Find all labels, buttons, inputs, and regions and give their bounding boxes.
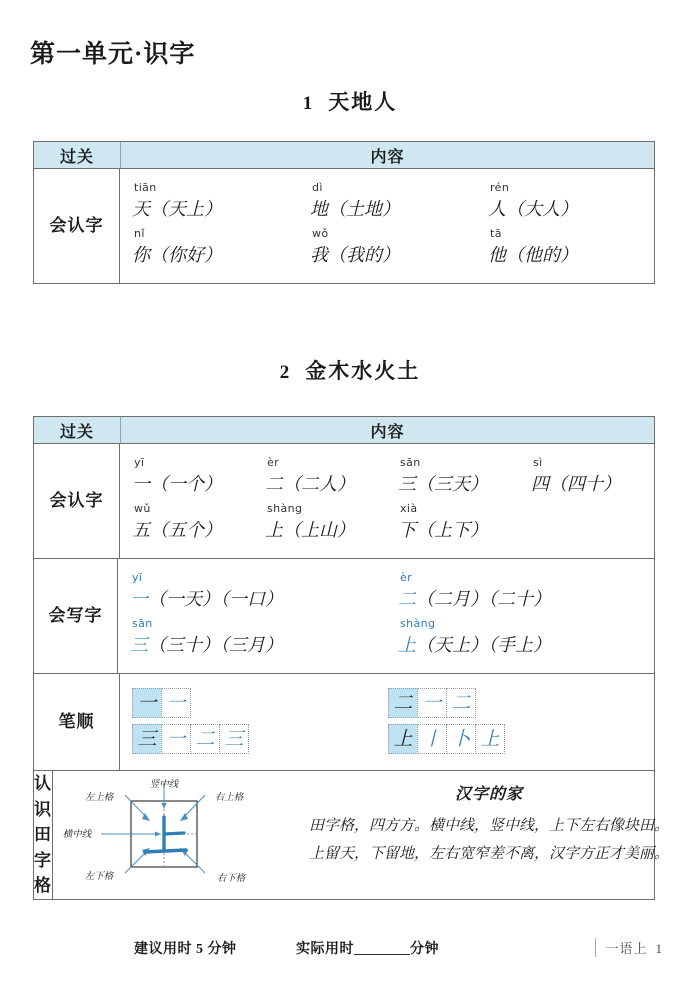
label-bottom-left-cell: 左下格 xyxy=(84,872,114,882)
character-line xyxy=(118,617,654,657)
stroke-order-group xyxy=(132,688,376,718)
hanzi xyxy=(132,195,298,221)
hanzi-key-character: 他 xyxy=(488,245,506,265)
lesson2-title xyxy=(0,355,688,385)
stroke-order-cell-step xyxy=(446,724,476,754)
hanzi-example-words: （五个） xyxy=(150,520,222,540)
character-item xyxy=(386,617,654,657)
stroke-order-step-glyph: 上 xyxy=(480,728,500,750)
row-label-recognize: 会认字 xyxy=(34,444,120,558)
pinyin: èr xyxy=(267,456,280,469)
row-label-tianzige-line2: 字格 xyxy=(34,850,52,895)
stroke-order-step-glyph: 卜 xyxy=(451,728,471,750)
table-row xyxy=(34,444,654,559)
hanzi xyxy=(398,631,654,657)
stroke-order-step-glyph: 二 xyxy=(195,728,215,750)
actual-time-input-blank[interactable] xyxy=(354,954,410,955)
hanzi xyxy=(398,516,519,542)
lesson2-name: 金木水火土 xyxy=(305,359,421,383)
hanzi xyxy=(130,585,386,611)
stroke-order-line xyxy=(120,688,654,718)
pinyin: tā xyxy=(490,227,502,240)
book-label: 一语上 xyxy=(605,941,648,956)
label-top-left-cell: 左上格 xyxy=(84,793,114,803)
hanzi-example-words: （天上）（手上） xyxy=(416,635,551,655)
table-header-row xyxy=(34,142,654,169)
pinyin: sān xyxy=(132,617,153,630)
hanzi-key-character: 四 xyxy=(531,474,549,494)
label-bottom-right-cell: 右下格 xyxy=(216,874,246,883)
table-row xyxy=(34,169,654,283)
stroke-order-cell-complete xyxy=(132,724,162,754)
character-item xyxy=(386,502,519,542)
hanzi-key-character: 上 xyxy=(398,635,416,655)
hanzi-key-character: 你 xyxy=(132,245,150,265)
row-content-recognize xyxy=(120,169,654,283)
character-item xyxy=(120,502,253,542)
stroke-order-line xyxy=(120,724,654,754)
character-item xyxy=(298,227,476,267)
stroke-order-cell-step xyxy=(417,688,447,718)
stroke-order-cell-complete xyxy=(388,688,418,718)
hanzi xyxy=(132,470,253,496)
unit-title: 第一单元·识字 xyxy=(30,41,196,68)
stroke-order-group xyxy=(388,688,475,718)
hanzi-key-character: 五 xyxy=(132,520,150,540)
hanzi-key-character: 人 xyxy=(488,199,506,219)
hanzi xyxy=(310,195,476,221)
row-label-tianzige-line1: 认识田 xyxy=(34,774,52,844)
lesson2-number: 2 xyxy=(279,362,292,383)
tianzige-diagram xyxy=(53,775,309,883)
pinyin: èr xyxy=(400,571,413,584)
hanzi-example-words: （大人） xyxy=(506,199,578,219)
character-line xyxy=(118,571,654,611)
hanzi xyxy=(265,470,386,496)
actual-time xyxy=(296,938,439,958)
stroke-order-step-glyph: 二 xyxy=(451,692,471,714)
pinyin: nǐ xyxy=(134,227,145,240)
poem-block xyxy=(309,775,679,893)
character-line xyxy=(120,227,654,267)
hanzi-example-words: （一个） xyxy=(150,474,222,494)
hanzi xyxy=(398,470,519,496)
stroke-order-step-glyph: 一 xyxy=(166,728,186,750)
stroke-order-cell-step xyxy=(475,724,505,754)
label-vertical-center-line: 竖中线 xyxy=(149,780,179,790)
suggested-time: 建议用时 5 分钟 xyxy=(134,942,237,957)
hanzi-example-words: （你好） xyxy=(150,245,222,265)
hanzi-example-words: （四十） xyxy=(549,474,621,494)
table-row xyxy=(34,674,654,771)
row-content-write xyxy=(118,559,654,673)
hanzi-key-character: 天 xyxy=(132,199,150,219)
stroke-order-cell-step xyxy=(190,724,220,754)
stroke-order-cell-step xyxy=(417,724,447,754)
character-item xyxy=(476,227,654,267)
character-item xyxy=(298,181,476,221)
hanzi-example-words: （上下） xyxy=(416,520,488,540)
pinyin: shàng xyxy=(400,617,436,630)
character-item xyxy=(386,456,519,496)
stroke-order-character: 二 xyxy=(393,692,413,714)
poem-line: 上留天，下留地，左右宽窄差不离，汉字方正才美丽。 xyxy=(309,845,670,862)
character-item xyxy=(253,456,386,496)
poem-line: 田字格，四方方。横中线，竖中线，上下左右像块田。 xyxy=(309,818,670,834)
character-item xyxy=(118,617,386,657)
row-content-stroke-order xyxy=(120,674,654,770)
character-line xyxy=(120,181,654,221)
hanzi-example-words: （二人） xyxy=(283,474,355,494)
character-item xyxy=(476,181,654,221)
character-line xyxy=(120,502,654,542)
hanzi xyxy=(488,195,654,221)
actual-time-suffix: 分钟 xyxy=(410,942,439,957)
row-content-tianzige xyxy=(53,771,679,899)
stroke-order-cell-step xyxy=(161,724,191,754)
character-item xyxy=(118,571,386,611)
poem-title: 汉字的家 xyxy=(455,786,524,803)
tianzige-svg xyxy=(53,775,309,883)
actual-time-prefix: 实际用时 xyxy=(296,942,354,957)
table-header-row xyxy=(34,417,654,444)
stroke-order-cell-complete xyxy=(132,688,162,718)
stroke-order-character: 三 xyxy=(137,728,157,750)
hanzi-key-character: 三 xyxy=(130,635,148,655)
row-content-recognize xyxy=(120,444,654,558)
row-label-stroke-order: 笔顺 xyxy=(34,674,120,770)
hanzi-key-character: 一 xyxy=(130,589,148,609)
row-label-tianzige xyxy=(34,771,53,899)
pinyin: tiān xyxy=(134,181,157,194)
hanzi-example-words: （一天）（一口） xyxy=(148,589,283,609)
hanzi xyxy=(310,241,476,267)
lesson1-name: 天地人 xyxy=(328,90,398,114)
header-pass: 过关 xyxy=(34,417,121,443)
pinyin: shàng xyxy=(267,502,303,515)
hanzi xyxy=(531,470,652,496)
stroke-order-left-slot xyxy=(120,688,376,718)
pinyin: yī xyxy=(132,571,143,584)
hanzi-key-character: 二 xyxy=(265,474,283,494)
pinyin: dì xyxy=(312,181,323,194)
character-item xyxy=(253,502,386,542)
hanzi-key-character: 一 xyxy=(132,474,150,494)
hanzi xyxy=(130,631,386,657)
stroke-order-group xyxy=(132,724,376,754)
pinyin: yī xyxy=(134,456,145,469)
page-footer-identifier xyxy=(595,938,663,957)
hanzi-example-words: （土地） xyxy=(328,199,400,219)
stroke-order-cell-step xyxy=(219,724,249,754)
hanzi xyxy=(132,241,298,267)
pinyin: sì xyxy=(533,456,543,469)
pinyin: sān xyxy=(400,456,421,469)
lesson1-number: 1 xyxy=(302,93,315,114)
hanzi-example-words: （三十）（三月） xyxy=(148,635,283,655)
character-item xyxy=(120,456,253,496)
stroke-order-step-glyph: 丨 xyxy=(422,728,442,750)
stroke-order-cell-complete xyxy=(388,724,418,754)
hanzi-example-words: （天上） xyxy=(150,199,222,219)
character-item xyxy=(120,181,298,221)
header-content: 内容 xyxy=(370,423,405,441)
hanzi xyxy=(265,516,386,542)
stroke-order-character: 上 xyxy=(393,728,413,750)
hanzi-example-words: （他的） xyxy=(506,245,578,265)
hanzi-example-words: （我的） xyxy=(328,245,400,265)
hanzi-key-character: 二 xyxy=(398,589,416,609)
stroke-order-right-slot xyxy=(376,688,475,718)
hanzi xyxy=(488,241,654,267)
stroke-order-group xyxy=(388,724,504,754)
stroke-order-cell-step xyxy=(161,688,191,718)
hanzi-key-character: 下 xyxy=(398,520,416,540)
row-label-recognize: 会认字 xyxy=(34,169,120,283)
character-item xyxy=(519,456,652,496)
pinyin: rén xyxy=(490,181,510,194)
character-item xyxy=(120,227,298,267)
header-pass: 过关 xyxy=(34,142,121,168)
pinyin: wǒ xyxy=(312,227,329,240)
hanzi-example-words: （上山） xyxy=(283,520,355,540)
lesson1-table xyxy=(33,141,655,284)
hanzi-key-character: 三 xyxy=(398,474,416,494)
character-line xyxy=(120,456,654,496)
lesson2-table xyxy=(33,416,670,900)
header-content: 内容 xyxy=(370,148,405,166)
stroke-order-step-glyph: 三 xyxy=(224,728,244,750)
row-label-write: 会写字 xyxy=(34,559,118,673)
lesson1-title xyxy=(0,86,688,116)
table-row xyxy=(34,771,670,899)
stroke-order-right-slot xyxy=(376,724,504,754)
stroke-order-left-slot xyxy=(120,724,376,754)
pinyin: xià xyxy=(400,502,418,515)
page-number: 1 xyxy=(655,941,663,956)
hanzi-key-character: 地 xyxy=(310,199,328,219)
label-horizontal-center-line: 横中线 xyxy=(62,830,92,840)
hanzi xyxy=(132,516,253,542)
stroke-order-step-glyph: 一 xyxy=(166,692,186,714)
label-top-right-cell: 右上格 xyxy=(214,793,244,803)
pinyin: wǔ xyxy=(134,502,151,515)
stroke-order-cell-step xyxy=(446,688,476,718)
stroke-order-step-glyph: 一 xyxy=(422,692,442,714)
table-row xyxy=(34,559,654,674)
hanzi-example-words: （二月）（二十） xyxy=(416,589,551,609)
character-item xyxy=(386,571,654,611)
stroke-order-character: 一 xyxy=(137,692,157,714)
hanzi xyxy=(398,585,654,611)
hanzi-example-words: （三天） xyxy=(416,474,488,494)
hanzi-key-character: 我 xyxy=(310,245,328,265)
hanzi-key-character: 上 xyxy=(265,520,283,540)
